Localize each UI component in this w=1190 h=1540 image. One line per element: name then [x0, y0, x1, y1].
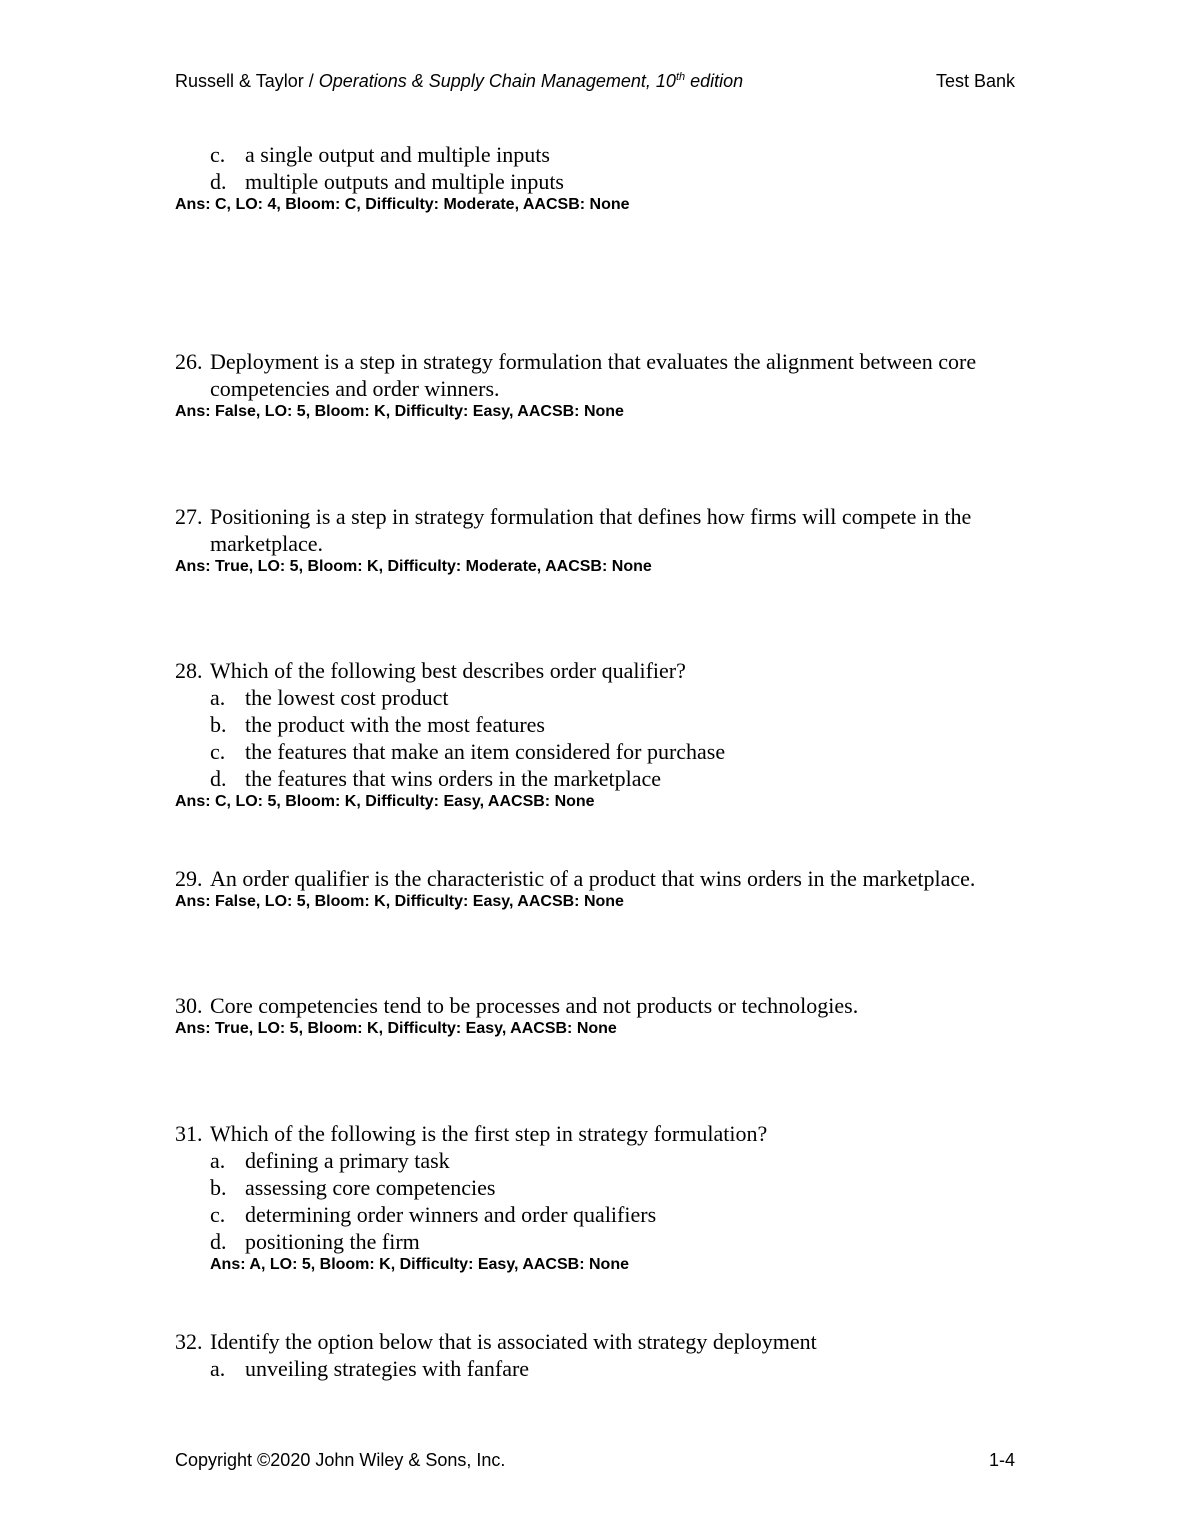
option-text: the product with the most features	[245, 712, 545, 737]
answer-line: Ans: True, LO: 5, Bloom: K, Difficulty: Moderate, AACSB: None	[175, 558, 652, 575]
question-text	[175, 865, 1015, 892]
option-d	[175, 168, 1015, 195]
header-book-title-text: Operations & Supply Chain Management, 10	[318, 71, 676, 91]
question-30	[175, 992, 1015, 1039]
option-text: the features that make an item considered for purchase	[245, 739, 726, 764]
option-letter: a.	[210, 1356, 226, 1381]
question-stem: Which of the following best describes order qualifier?	[210, 658, 686, 683]
question-number: 26.	[175, 349, 203, 374]
question-text	[175, 1120, 1015, 1147]
question-stem: Which of the following is the first step in strategy formulation?	[210, 1121, 768, 1146]
option-letter: b.	[210, 1175, 227, 1200]
header-title	[175, 71, 743, 91]
option-letter: a.	[210, 1148, 226, 1173]
page-footer	[175, 1449, 1015, 1471]
question-text	[175, 503, 1015, 557]
header-authors: Russell & Taylor /	[175, 71, 319, 91]
page-number: 1-4	[988, 1450, 1015, 1470]
option-text: multiple outputs and multiple inputs	[245, 169, 564, 194]
option-d	[175, 1228, 1015, 1255]
question-stem: Deployment is a step in strategy formulation that evaluates the alignment between core competencies and order winners.	[210, 349, 977, 401]
option-c	[175, 141, 1015, 168]
question-stem: An order qualifier is the characteristic of a product that wins orders in the marketplace.	[210, 866, 976, 891]
question-27	[175, 503, 1015, 577]
option-text: the features that wins orders in the marketplace	[245, 766, 662, 791]
page-header	[175, 70, 1015, 92]
question-29	[175, 865, 1015, 912]
answer-line: Ans: False, LO: 5, Bloom: K, Difficulty: Easy, AACSB: None	[175, 403, 624, 420]
option-letter: d.	[210, 169, 227, 194]
question-25-continued	[175, 141, 1015, 215]
option-a	[175, 1355, 1015, 1382]
question-number: 30.	[175, 993, 203, 1018]
answer-line: Ans: True, LO: 5, Bloom: K, Difficulty: Easy, AACSB: None	[175, 1020, 617, 1037]
option-b	[175, 1174, 1015, 1201]
header-book-title	[319, 71, 743, 91]
option-letter: d.	[210, 766, 227, 791]
question-number: 27.	[175, 504, 203, 529]
option-a	[175, 1147, 1015, 1174]
header-edition-sup: th	[675, 71, 686, 83]
option-text: positioning the firm	[245, 1229, 420, 1254]
option-c	[175, 738, 1015, 765]
option-letter: d.	[210, 1229, 227, 1254]
question-26	[175, 348, 1015, 422]
option-b	[175, 711, 1015, 738]
question-number: 28.	[175, 658, 203, 683]
question-text	[175, 657, 1015, 684]
option-letter: b.	[210, 712, 227, 737]
option-letter: c.	[210, 739, 226, 764]
option-d	[175, 765, 1015, 792]
question-number: 32.	[175, 1329, 203, 1354]
question-text	[175, 1328, 1015, 1355]
option-letter: c.	[210, 142, 226, 167]
option-text: a single output and multiple inputs	[245, 142, 550, 167]
question-stem: Core competencies tend to be processes and not products or technologies.	[210, 993, 859, 1018]
option-text: the lowest cost product	[245, 685, 449, 710]
option-letter: a.	[210, 685, 226, 710]
option-c	[175, 1201, 1015, 1228]
answer-line: Ans: False, LO: 5, Bloom: K, Difficulty: Easy, AACSB: None	[175, 893, 624, 910]
option-a	[175, 684, 1015, 711]
answer-line: Ans: C, LO: 4, Bloom: C, Difficulty: Moderate, AACSB: None	[175, 196, 630, 213]
option-text: defining a primary task	[245, 1148, 450, 1173]
question-stem: Positioning is a step in strategy formulation that defines how firms will compete in the marketplace.	[210, 504, 972, 556]
question-text	[175, 992, 1015, 1019]
question-text	[175, 348, 1015, 402]
question-31	[175, 1120, 1015, 1275]
question-28	[175, 657, 1015, 812]
answer-line: Ans: A, LO: 5, Bloom: K, Difficulty: Easy, AACSB: None	[210, 1256, 629, 1273]
question-stem: Identify the option below that is associated with strategy deployment	[210, 1329, 817, 1354]
copyright-notice: Copyright ©2020 John Wiley & Sons, Inc.	[175, 1450, 506, 1470]
option-letter: c.	[210, 1202, 226, 1227]
question-number: 29.	[175, 866, 203, 891]
question-32	[175, 1328, 1015, 1382]
header-test-bank: Test Bank	[935, 71, 1015, 91]
option-text: unveiling strategies with fanfare	[245, 1356, 530, 1381]
option-text: assessing core competencies	[245, 1175, 496, 1200]
question-number: 31.	[175, 1121, 203, 1146]
answer-line: Ans: C, LO: 5, Bloom: K, Difficulty: Easy, AACSB: None	[175, 793, 595, 810]
option-text: determining order winners and order qualifiers	[245, 1202, 657, 1227]
header-edition-word: edition	[685, 71, 744, 91]
